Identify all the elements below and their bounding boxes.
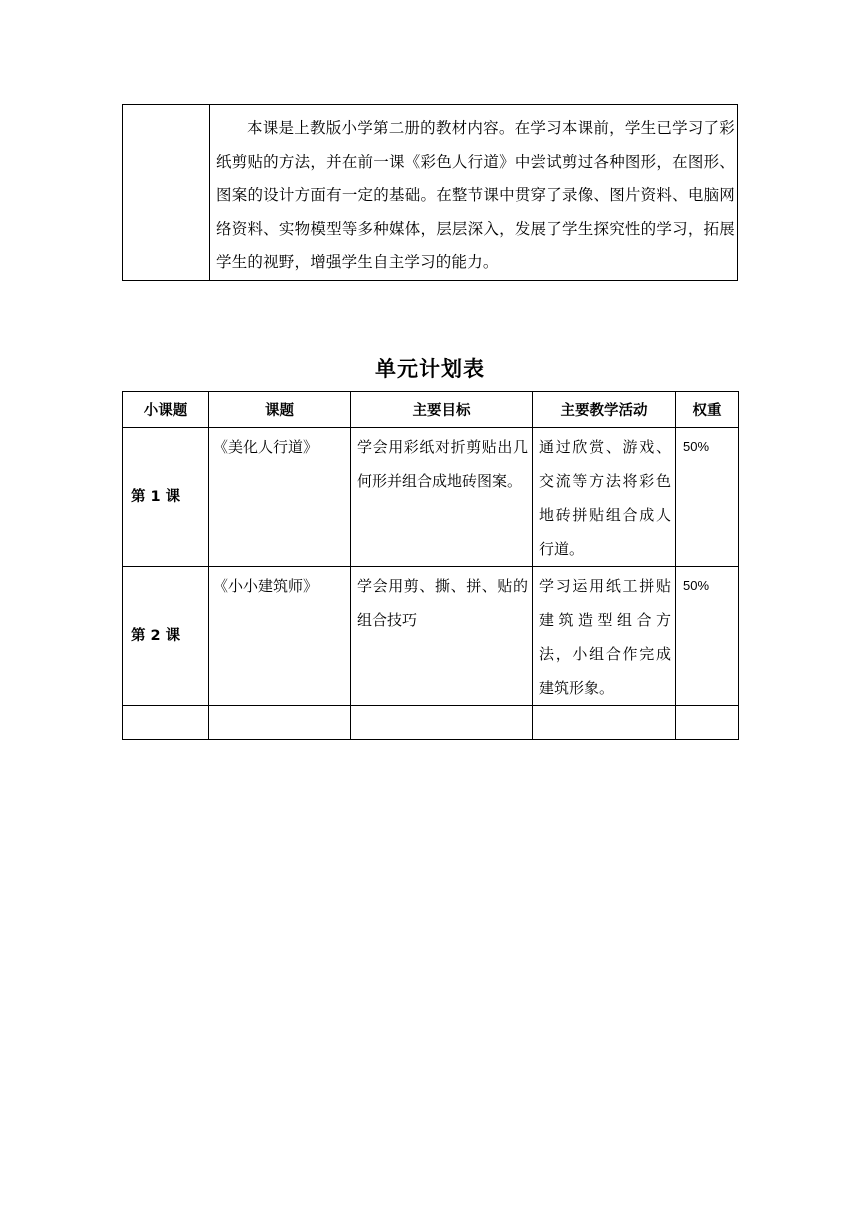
empty-row [123, 706, 739, 740]
intro-content-cell [210, 105, 738, 281]
empty-cell [676, 706, 739, 740]
intro-table [122, 104, 738, 281]
weight-cell: 50% [676, 567, 739, 706]
topic-cell: 《小小建筑师》 [209, 567, 351, 706]
lesson-cell: 第 1 课 [123, 428, 209, 567]
unit-plan-title: 单元计划表 [375, 357, 485, 381]
intro-label-cell [123, 105, 210, 281]
goal-cell: 学会用彩纸对折剪贴出几何形并组合成地砖图案。 [351, 428, 533, 567]
activity-cell: 学习运用纸工拼贴建筑造型组合方法，小组合作完成建筑形象。 [533, 567, 676, 706]
empty-cell [351, 706, 533, 740]
header-subtopic: 小课题 [123, 392, 209, 428]
table-row [123, 428, 739, 567]
intro-paragraph: 本课是上教版小学第二册的教材内容。在学习本课前，学生已学习了彩纸剪贴的方法，并在前一课《彩色人行道》中尝试剪过各种图形，在图形、图案的设计方面有一定的基础。在整节课中贯穿了录像、图片资料、电脑网络资料、实物模型等多种媒体，层层深入，发展了学生探究性的学习，拓展学生的视野，增强学生自主学习的能力。 [216, 119, 735, 271]
header-topic: 课题 [209, 392, 351, 428]
table-header-row [123, 392, 739, 428]
empty-cell [123, 706, 209, 740]
header-activity: 主要教学活动 [533, 392, 676, 428]
activity-cell: 通过欣赏、游戏、交流等方法将彩色地砖拼贴组合成人行道。 [533, 428, 676, 567]
empty-cell [533, 706, 676, 740]
header-weight: 权重 [676, 392, 739, 428]
goal-cell: 学会用剪、撕、拼、贴的组合技巧 [351, 567, 533, 706]
unit-plan-table [122, 391, 739, 740]
lesson-cell: 第 2 课 [123, 567, 209, 706]
weight-cell: 50% [676, 428, 739, 567]
empty-cell [209, 706, 351, 740]
header-goal: 主要目标 [351, 392, 533, 428]
topic-cell: 《美化人行道》 [209, 428, 351, 567]
table-row [123, 567, 739, 706]
